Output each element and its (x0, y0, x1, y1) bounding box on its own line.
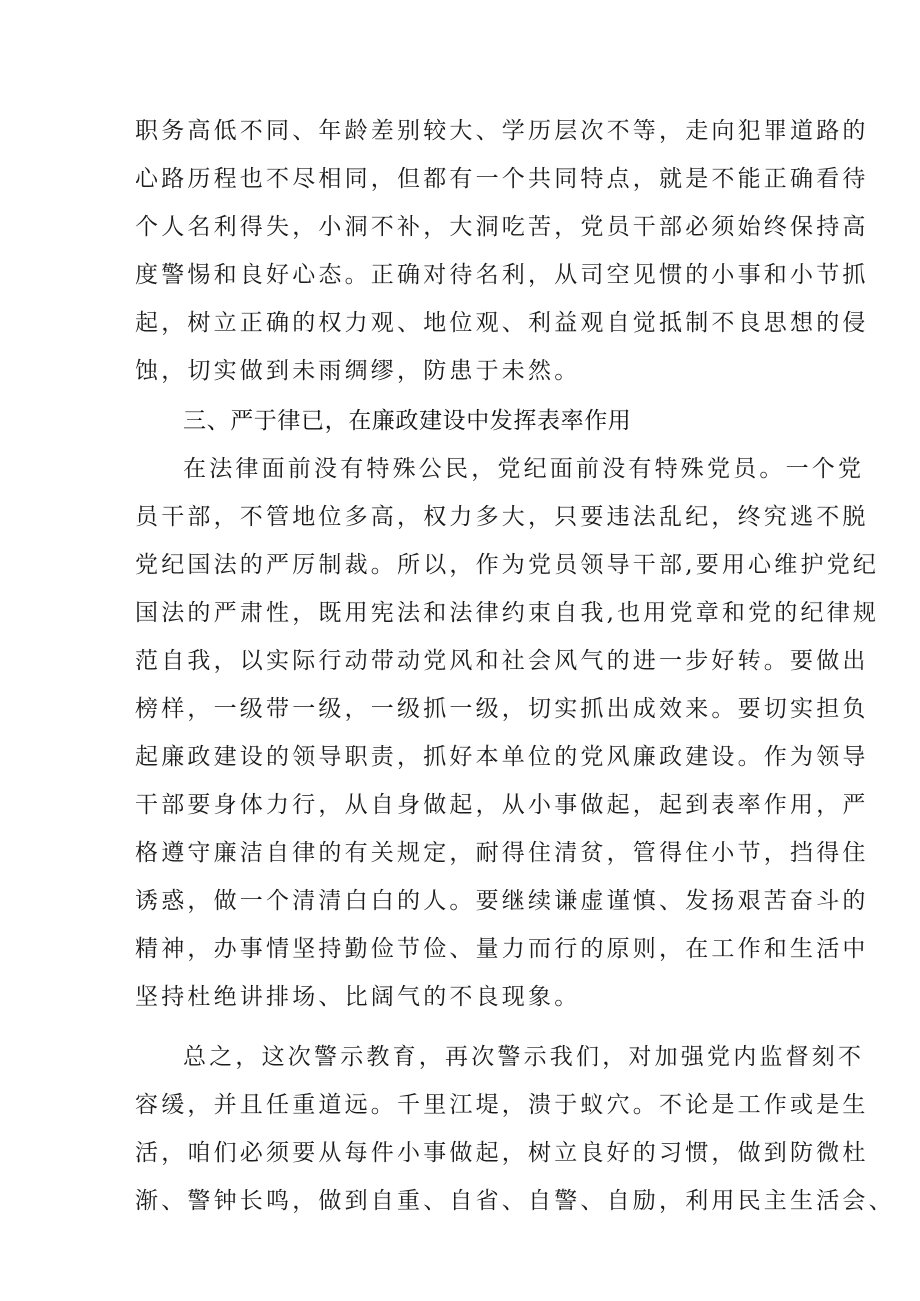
paragraph-2-line-6: 榜样，一级带一级，一级抓一级，切实抓出成效来。要切实担负 (135, 696, 869, 722)
paragraph-3-line-3: 活，咱们必须要从每件小事做起，树立良好的习惯，做到防微杜 (135, 1140, 869, 1166)
paragraph-2-line-3: 党纪国法的严厉制裁。所以，作为党员领导干部,要用心维护党纪 (135, 552, 880, 578)
paragraph-2-line-1: 在法律面前没有特殊公民，党纪面前没有特殊党员。一个党 (183, 456, 865, 482)
paragraph-2-line-10: 诱惑，做一个清清白白的人。要继续谦虚谨慎、发扬艰苦奋斗的 (135, 888, 869, 914)
paragraph-1-line-1: 职务高低不同、年龄差别较大、学历层次不等，走向犯罪道路的 (135, 118, 869, 144)
paragraph-3-line-1: 总之，这次警示教育，再次警示我们，对加强党内监督刻不 (183, 1044, 865, 1070)
paragraph-2-line-2: 员干部，不管地位多高，权力多大，只要违法乱纪，终究逃不脱 (135, 504, 869, 530)
paragraph-2-line-12: 坚持杜绝讲排场、比阔气的不良现象。 (135, 984, 581, 1010)
paragraph-2-line-5: 范自我，以实际行动带动党风和社会风气的进一步好转。要做出 (135, 648, 869, 674)
paragraph-1-line-2: 心路历程也不尽相同，但都有一个共同特点，就是不能正确看待 (135, 166, 869, 192)
paragraph-3-line-4: 渐、警钟长鸣，做到自重、自省、自警、自励，利用民主生活会、 (135, 1188, 895, 1214)
section-heading: 三、严于律已，在廉政建设中发挥表率作用 (183, 408, 632, 434)
paragraph-3-line-2: 容缓，并且任重道远。千里江堤，溃于蚁穴。不论是工作或是生 (135, 1092, 869, 1118)
paragraph-1-line-5: 起，树立正确的权力观、地位观、利益观自觉抵制不良思想的侵 (135, 310, 869, 336)
paragraph-2-line-4: 国法的严肃性，既用宪法和法律约束自我,也用党章和党的纪律规 (135, 600, 880, 626)
paragraph-1-line-3: 个人名利得失，小洞不补，大洞吃苦，党员干部必须始终保持高 (135, 214, 869, 240)
paragraph-2-line-9: 格遵守廉洁自律的有关规定，耐得住清贫，管得住小节，挡得住 (135, 840, 869, 866)
paragraph-2-line-11: 精神，办事情坚持勤俭节俭、量力而行的原则，在工作和生活中 (135, 936, 869, 962)
paragraph-2-line-8: 干部要身体力行，从自身做起，从小事做起，起到表率作用，严 (135, 792, 869, 818)
paragraph-1-line-6: 蚀，切实做到未雨绸缪，防患于未然。 (135, 358, 581, 384)
paragraph-2-line-7: 起廉政建设的领导职责，抓好本单位的党风廉政建设。作为领导 (135, 744, 869, 770)
paragraph-1-line-4: 度警惕和良好心态。正确对待名利，从司空见惯的小事和小节抓 (135, 262, 869, 288)
